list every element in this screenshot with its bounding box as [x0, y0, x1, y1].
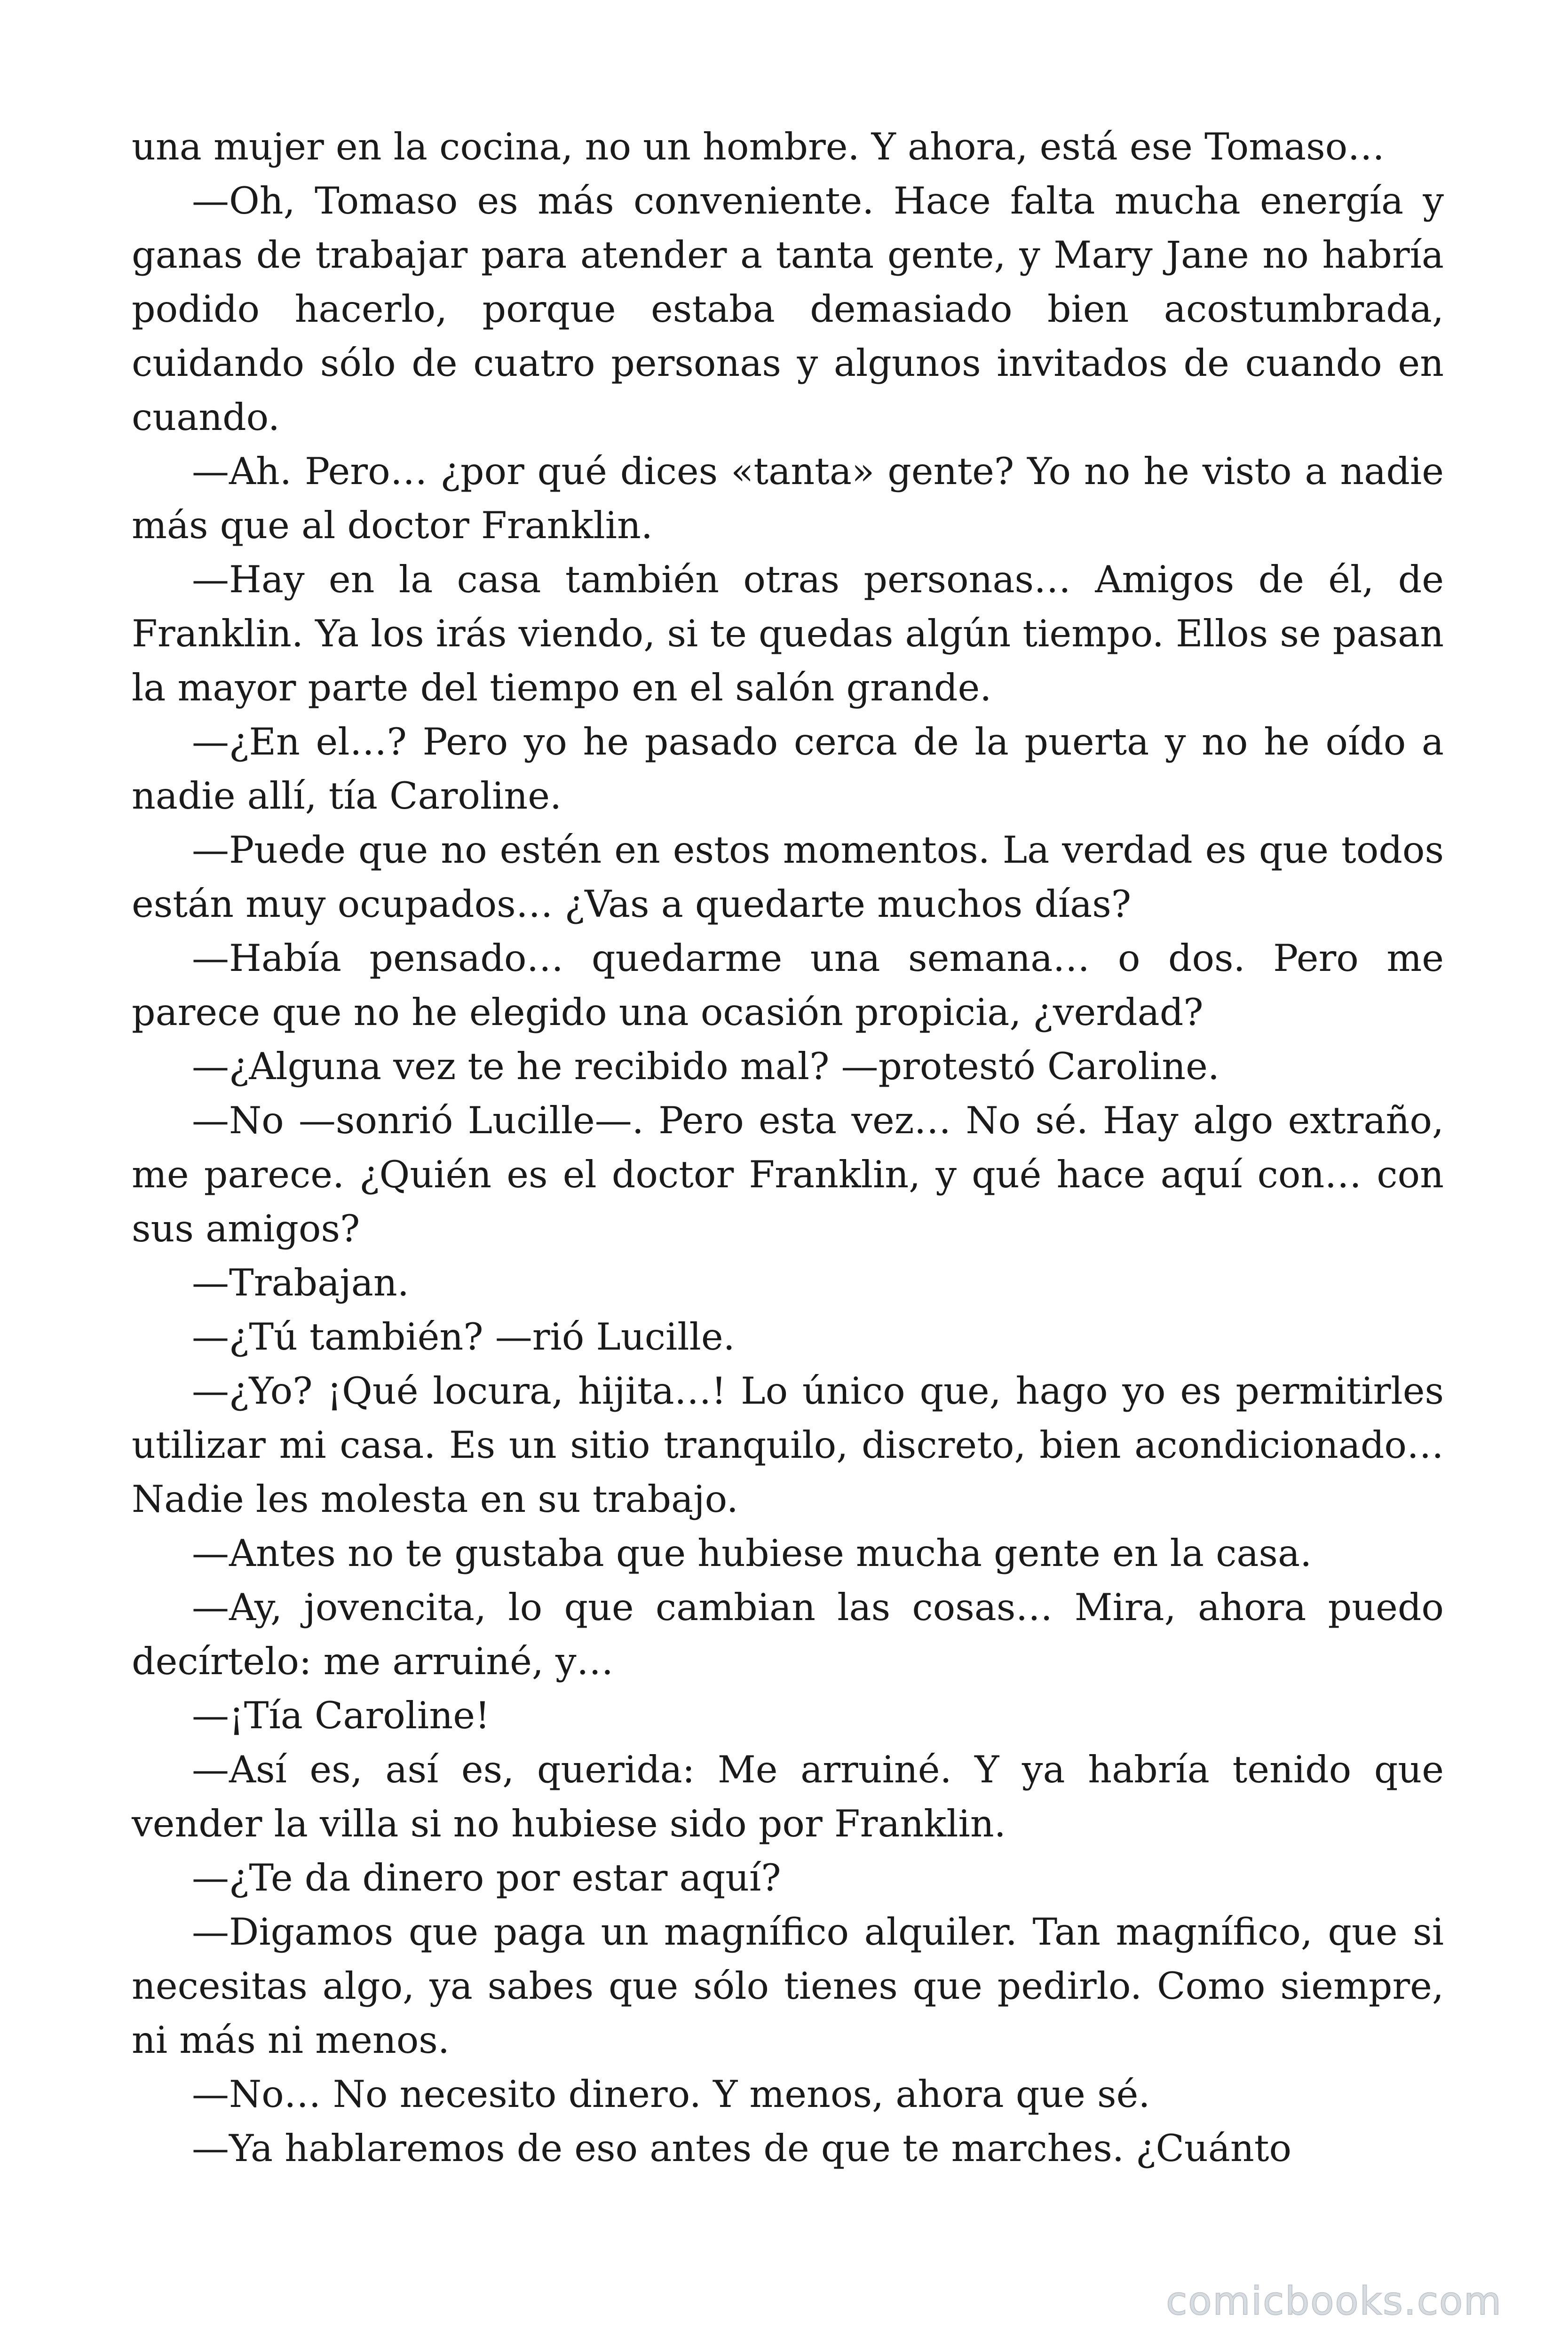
paragraph: —Así es, así es, querida: Me arruiné. Y ya habría tenido que vender la villa si no hubiese sido por Franklin. — [132, 1748, 1444, 1845]
paragraph: —Ya hablaremos de eso antes de que te marches. ¿Cuánto — [192, 2127, 1292, 2170]
paragraph: —¿Yo? ¡Qué locura, hijita…! Lo único que, hago yo es permitirles utilizar mi casa. Es un sitio tranquilo, discreto, bien acondicionado… Nadie les molesta en su trabajo. — [132, 1369, 1444, 1521]
paragraph: —Antes no te gustaba que hubiese mucha gente en la casa. — [192, 1532, 1312, 1575]
site-watermark: comicbooks.com — [1166, 2279, 1502, 2324]
paragraph: —Trabajan. — [192, 1261, 409, 1304]
paragraph: —Ay, jovencita, lo que cambian las cosas… Mira, ahora puedo decírtelo: me arruiné, y… — [132, 1586, 1444, 1683]
paragraph: —Oh, Tomaso es más conveniente. Hace falta mucha energía y ganas de trabajar para atender a tanta gente, y Mary Jane no habría podido hacerlo, porque estaba demasiado bien acostumbrada, cuidando sólo de cuatro personas y algunos invitados de cuando en cuando. — [132, 179, 1444, 439]
paragraph: —Ah. Pero… ¿por qué dices «tanta» gente? Yo no he visto a nadie más que al doctor Franklin. — [132, 450, 1444, 547]
paragraph: —No… No necesito dinero. Y menos, ahora que sé. — [192, 2073, 1150, 2116]
paragraph: —¿Alguna vez te he recibido mal? —protestó Caroline. — [192, 1045, 1220, 1088]
paragraph: —¡Tía Caroline! — [192, 1694, 490, 1737]
paragraph: —Puede que no estén en estos momentos. La verdad es que todos están muy ocupados… ¿Vas a quedarte muchos días? — [132, 828, 1444, 926]
book-page-text — [132, 120, 1444, 2176]
paragraph: —Digamos que paga un magnífico alquiler. Tan magnífico, que si necesitas algo, ya sabes que sólo tienes que pedirlo. Como siempre, ni más ni menos. — [132, 1910, 1444, 2062]
paragraph: —Había pensado… quedarme una semana… o dos. Pero me parece que no he elegido una ocasión propicia, ¿verdad? — [132, 937, 1444, 1034]
paragraph: —No —sonrió Lucille—. Pero esta vez… No sé. Hay algo extraño, me parece. ¿Quién es el doctor Franklin, y qué hace aquí con… con sus amigos? — [132, 1099, 1444, 1250]
paragraph: una mujer en la cocina, no un hombre. Y ahora, está ese Tomaso… — [132, 125, 1385, 168]
paragraph: —¿Tú también? —rió Lucille. — [192, 1315, 735, 1359]
paragraph: —¿En el…? Pero yo he pasado cerca de la puerta y no he oído a nadie allí, tía Caroline. — [132, 720, 1444, 818]
paragraph: —¿Te da dinero por estar aquí? — [192, 1856, 781, 1899]
paragraph: —Hay en la casa también otras personas… Amigos de él, de Franklin. Ya los irás viendo, si te quedas algún tiempo. Ellos se pasan la mayor parte del tiempo en el salón grande. — [132, 558, 1444, 709]
